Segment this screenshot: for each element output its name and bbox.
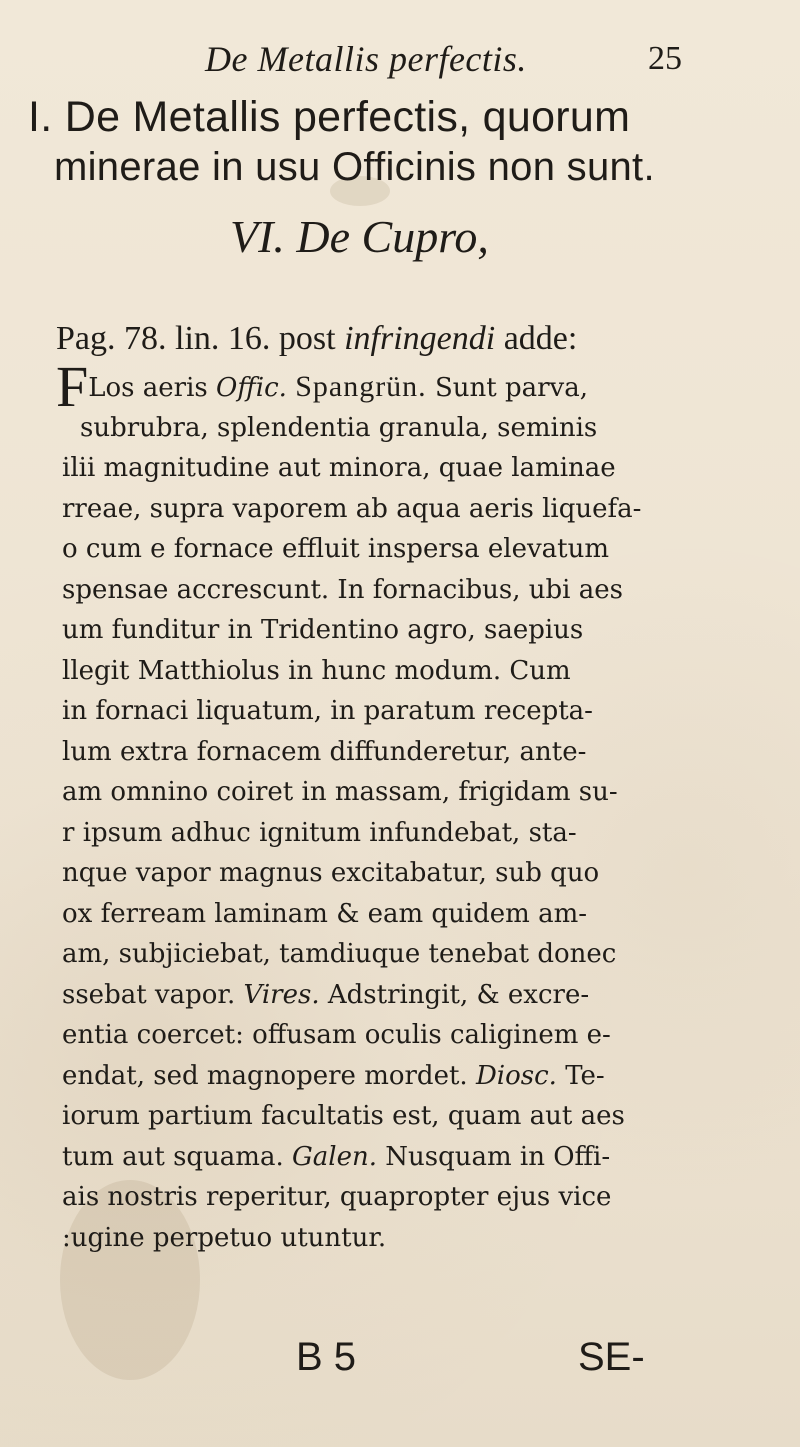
body-line bbox=[62, 934, 616, 974]
body-text-run: o cum e fornace effluit inspersa elevatum bbox=[62, 534, 610, 564]
section-heading-line-1: I. De Metallis perfectis, quorum bbox=[28, 93, 631, 141]
body-line bbox=[62, 489, 641, 529]
body-line bbox=[62, 894, 587, 934]
running-head bbox=[0, 38, 800, 80]
body-text-run: entia coercet: offusam oculis caliginem e- bbox=[62, 1020, 611, 1050]
page-reference-prefix: Pag. 78. lin. 16. post bbox=[56, 320, 345, 357]
body-text-run: spensae accrescunt. In fornacibus, ubi aes bbox=[62, 574, 623, 605]
body-text-run: Te- bbox=[556, 1060, 605, 1091]
chapter-subheading: VI. De Cupro, bbox=[230, 211, 489, 262]
italic-term: Diosc. bbox=[475, 1060, 557, 1091]
body-line bbox=[62, 1096, 625, 1136]
italic-term: Galen. bbox=[292, 1141, 377, 1172]
page-footer bbox=[0, 1335, 800, 1385]
body-line bbox=[80, 408, 597, 448]
body-text-run: tum aut squama. bbox=[62, 1141, 292, 1172]
body-text-run: iorum partium facultatis est, quam aut aes bbox=[62, 1101, 625, 1131]
section-heading bbox=[28, 92, 788, 192]
body-text-run: Adstringit, & excre- bbox=[319, 979, 590, 1010]
body-text-run: ox ferream laminam & eam quidem am- bbox=[62, 898, 588, 929]
section-heading-line-2: minerae in usu Officinis non sunt. bbox=[54, 145, 655, 189]
body-line bbox=[62, 691, 593, 731]
body-text-run: am omnino coiret in massam, frigidam su- bbox=[62, 777, 618, 807]
body-line bbox=[62, 975, 589, 1015]
body-text-run: :ugine perpetuo utuntur. bbox=[62, 1222, 387, 1253]
body-line bbox=[62, 1015, 611, 1055]
body-text-run: in fornaci liquatum, in paratum recepta- bbox=[62, 696, 593, 726]
body-text-run: am, subjiciebat, tamdiuque tenebat donec bbox=[62, 939, 617, 969]
body-line bbox=[62, 1137, 610, 1177]
body-line bbox=[62, 1056, 605, 1096]
italic-term: Offic. bbox=[216, 373, 287, 403]
page-number: 25 bbox=[648, 40, 682, 77]
body-text-run: Sunt parva, bbox=[426, 373, 588, 403]
body-text-run: um funditur in Tridentino agro, saepius bbox=[62, 615, 584, 645]
body-text-run bbox=[287, 373, 295, 403]
body-text-run: Nusquam in Offi- bbox=[376, 1141, 611, 1172]
body-text-run: nque vapor magnus excitabatur, sub quo bbox=[62, 858, 600, 888]
page-reference-suffix: adde: bbox=[495, 320, 578, 357]
fraktur-term: Spangrün. bbox=[295, 370, 427, 403]
page-reference bbox=[56, 320, 577, 358]
body-text-run: llegit Matthiolus in hunc modum. Cum bbox=[62, 655, 571, 686]
body-text-run: rreae, supra vaporem ab aqua aeris liquefa- bbox=[62, 493, 642, 524]
body-text-run: ilii magnitudine aut minora, quae laminae bbox=[62, 453, 616, 483]
running-head-title: De Metallis perfectis. bbox=[205, 39, 527, 79]
body-text-run: Los aeris bbox=[88, 373, 217, 403]
body-line bbox=[56, 354, 588, 419]
body-line bbox=[62, 1218, 386, 1258]
body-text-run: ssebat vapor. bbox=[62, 979, 244, 1010]
body-line bbox=[62, 529, 609, 569]
body-text-run: lum extra fornacem diffunderetur, ante- bbox=[62, 736, 587, 767]
signature-mark: B 5 bbox=[296, 1335, 357, 1379]
italic-term: Vires. bbox=[243, 979, 320, 1010]
body-text-run: r ipsum adhuc ignitum infundebat, sta- bbox=[62, 817, 577, 848]
body-line bbox=[62, 853, 599, 893]
body-text-run: ais nostris reperitur, quapropter ejus vice bbox=[62, 1182, 612, 1212]
body-line bbox=[62, 813, 577, 853]
body-line bbox=[62, 772, 618, 812]
page-reference-word: infringendi bbox=[344, 320, 496, 357]
body-line bbox=[62, 610, 583, 650]
body-line bbox=[62, 1177, 611, 1217]
catchword: SE- bbox=[578, 1335, 645, 1379]
body-line bbox=[62, 570, 623, 610]
body-line bbox=[62, 448, 616, 488]
body-text-run: endat, sed magnopere mordet. bbox=[62, 1060, 476, 1091]
drop-capital: F bbox=[56, 354, 89, 419]
body-text-run: subrubra, splendentia granula, seminis bbox=[80, 412, 598, 443]
body-line bbox=[62, 732, 586, 772]
body-line bbox=[62, 651, 571, 691]
